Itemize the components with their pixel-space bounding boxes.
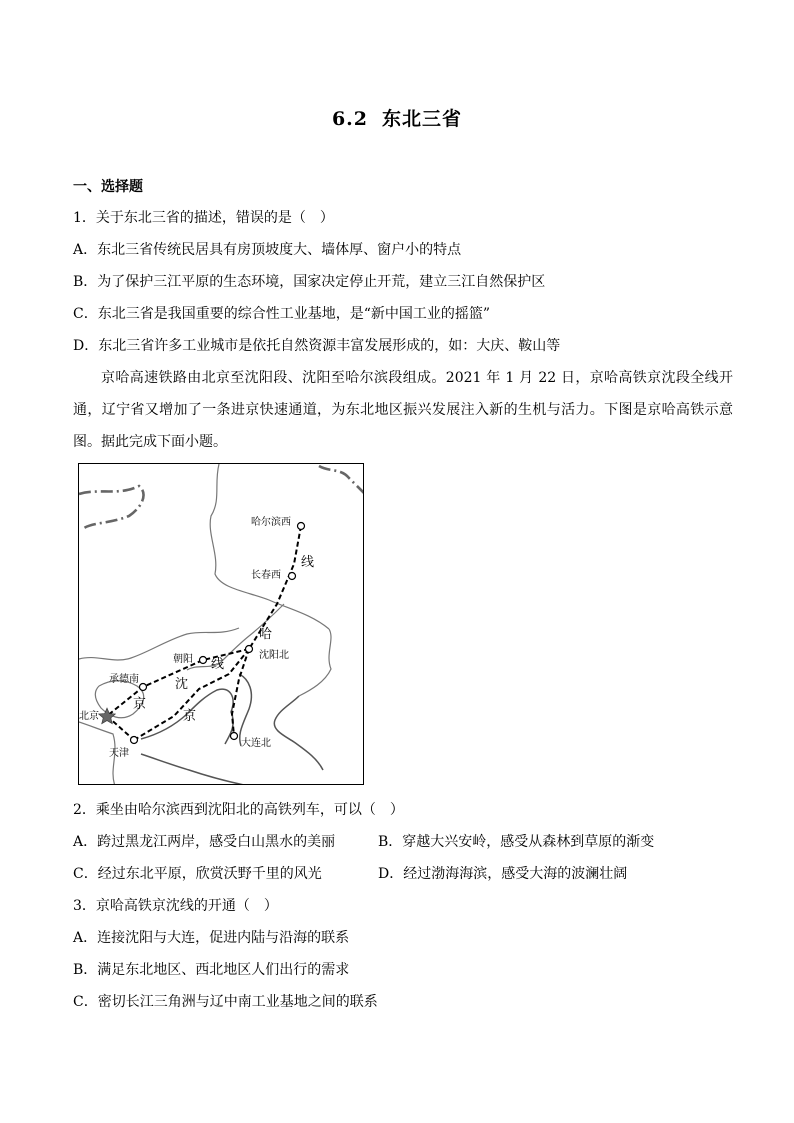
national-boundary bbox=[79, 486, 144, 528]
national-boundary-east bbox=[319, 466, 364, 494]
station-shenyang-north bbox=[246, 646, 253, 653]
q3-option-a: A．连接沈阳与大连，促进内陆与沿海的联系 bbox=[73, 930, 350, 946]
label-harbin-west: 哈尔滨西 bbox=[251, 517, 291, 528]
page-title bbox=[0, 104, 794, 131]
title-number: 6.2 bbox=[331, 108, 369, 130]
station-tianjin bbox=[131, 737, 138, 744]
q3-stem: 3．京哈高铁京沈线的开通（ ） bbox=[73, 898, 278, 914]
rail-label-jingshen-4: 京 bbox=[183, 709, 197, 724]
railway-map bbox=[78, 463, 364, 785]
q1-option-a: A．东北三省传统民居具有房顶坡度大、墙体厚、窗户小的特点 bbox=[73, 242, 462, 258]
section-heading: 一、选择题 bbox=[73, 179, 143, 195]
label-chengde-south: 承德南 bbox=[109, 674, 139, 685]
station-changchun-west bbox=[289, 573, 296, 580]
q1-option-d: D．东北三省许多工业城市是依托自然资源丰富发展形成的，如：大庆、鞍山等 bbox=[73, 338, 561, 354]
rail-label-ha-xian-2: 哈 bbox=[259, 627, 273, 642]
province-boundary bbox=[210, 464, 329, 629]
title-text: 东北三省 bbox=[382, 108, 463, 130]
q1-stem: 1．关于东北三省的描述，错误的是（ ） bbox=[73, 210, 334, 226]
rail-label-jingshen-1: 线 bbox=[211, 657, 225, 672]
q3-option-c: C．密切长江三角洲与辽中南工业基地之间的联系 bbox=[73, 994, 378, 1010]
q3-option-b: B．满足东北地区、西北地区人们出行的需求 bbox=[73, 962, 350, 978]
q2-option-c: C．经过东北平原，欣赏沃野千里的风光 bbox=[73, 866, 322, 882]
coastline bbox=[141, 754, 249, 785]
q2-option-a: A．跨过黑龙江两岸，感受白山黑水的美丽 bbox=[73, 834, 336, 850]
station-chaoyang bbox=[200, 657, 207, 664]
q2-stem: 2．乘坐由哈尔滨西到沈阳北的高铁列车，可以（ ） bbox=[73, 802, 404, 818]
label-changchun-west: 长春西 bbox=[251, 570, 281, 581]
label-chaoyang: 朝阳 bbox=[173, 654, 193, 665]
label-dalian-north: 大连北 bbox=[241, 738, 271, 749]
passage-text: 京哈高速铁路由北京至沈阳段、沈阳至哈尔滨段组成。2021 年 1 月 22 日，京哈高铁京沈段全线开通，辽宁省又增加了一条进京快速通道，为东北地区振兴发展注入新的生机与活力。下图是京哈高铁示意图。据此完成下面小题。 bbox=[73, 370, 733, 450]
rail-label-ha-xian-1: 线 bbox=[301, 555, 315, 570]
rail-shenda-line bbox=[232, 649, 249, 736]
rail-label-jingshen-3: 京 bbox=[133, 697, 147, 712]
coastline bbox=[274, 696, 323, 770]
station-dalian-north bbox=[231, 733, 238, 740]
q1-option-c: C．东北三省是我国重要的综合性工业基地，是“新中国工业的摇篮” bbox=[73, 306, 491, 322]
label-tianjin: 天津 bbox=[109, 748, 129, 759]
label-beijing: 北京 bbox=[79, 711, 99, 722]
province-boundary bbox=[299, 629, 331, 696]
province-boundary bbox=[79, 628, 239, 660]
q2-option-b: B．穿越大兴安岭，感受从森林到草原的渐变 bbox=[378, 834, 655, 850]
station-harbin-west bbox=[298, 523, 305, 530]
railway-map-svg bbox=[79, 464, 364, 785]
rail-label-jingshen-2: 沈 bbox=[175, 677, 189, 692]
coastline bbox=[239, 674, 251, 746]
label-shenyang-north: 沈阳北 bbox=[259, 650, 289, 661]
rail-ha-line bbox=[249, 526, 301, 649]
station-chengde-south bbox=[140, 684, 147, 691]
q2-option-d: D．经过渤海海滨，感受大海的波澜壮阔 bbox=[378, 866, 628, 882]
q1-option-b: B．为了保护三江平原的生态环境，国家决定停止开荒，建立三江自然保护区 bbox=[73, 274, 546, 290]
